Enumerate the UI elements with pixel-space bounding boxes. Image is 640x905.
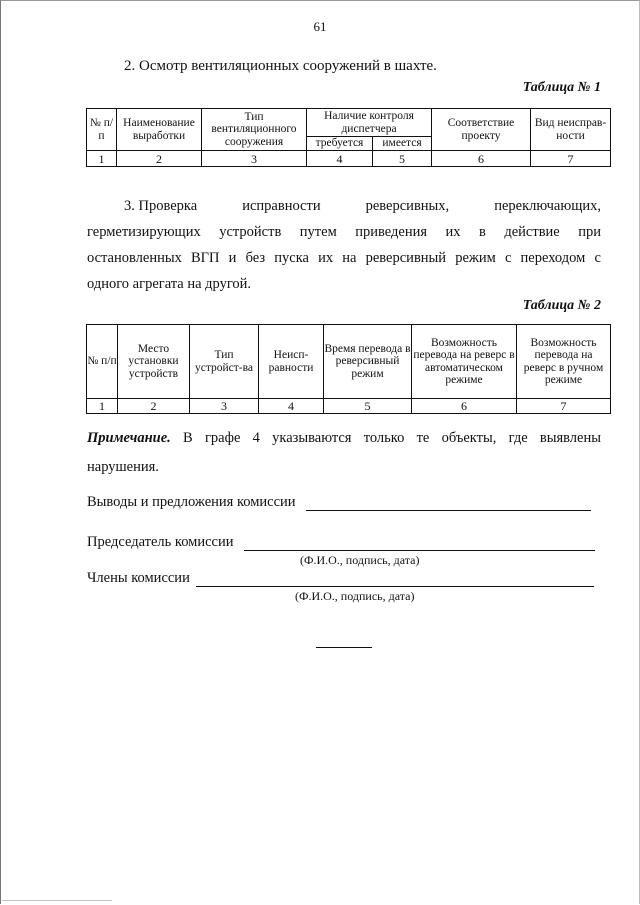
table-2 [86,324,611,414]
t1-header-name: Наименование выработки [117,109,202,151]
t1-colnum-1: 1 [87,151,117,167]
section-3-paragraph [87,193,601,297]
t1-header-conformity: Соответствие проекту [432,109,531,151]
t2-colnum-5: 5 [324,399,412,414]
t1-header-present: имеется [373,137,432,151]
t2-colnum-6: 6 [412,399,517,414]
section-3-line-4: одного агрегата на другой. [87,276,252,292]
t1-header-required: требуется [307,137,373,151]
t1-header-control: Наличие контроля диспетчера [307,109,432,137]
table-1-caption: Таблица № 1 [522,80,601,95]
t1-colnum-6: 6 [432,151,531,167]
note-line-1: Примечание. В графе 4 указываются только те объекты, где выявлены [87,425,601,451]
t2-colnum-2: 2 [118,399,190,414]
note-label: Примечание. [87,430,171,446]
t2-header-auto: Возможность перевода на реверс в автоматическом режиме [412,325,517,399]
t2-header-type: Тип устройст-ва [190,325,259,399]
page-number: 61 [313,19,327,34]
chairman-line [244,550,595,551]
t1-colnum-4: 4 [307,151,373,167]
t2-colnum-4: 4 [259,399,324,414]
t1-header-type: Тип вентиляционного сооружения [202,109,307,151]
t1-colnum-5: 5 [373,151,432,167]
scan-artifact [2,900,112,901]
t2-header-time: Время перевода в реверсивный режим [324,325,412,399]
conclusions-line [306,510,591,511]
chairman-label: Председатель комиссии [87,534,234,550]
signature-caption-1: (Ф.И.О., подпись, дата) [300,553,420,567]
members-line [196,586,594,587]
t2-header-faults: Неисп-равности [259,325,324,399]
t2-header-place: Место установки устройств [118,325,190,399]
section-3-line-3: остановленных ВГП и без пуска их на реверсивный режим с переходом с [87,250,601,266]
t1-colnum-2: 2 [117,151,202,167]
t2-colnum-1: 1 [87,399,118,414]
t2-colnum-7: 7 [517,399,611,414]
t1-header-defect: Вид неисправ-ности [531,109,611,151]
members-label: Члены комиссии [87,570,190,586]
signature-caption-2: (Ф.И.О., подпись, дата) [295,589,415,603]
note-paragraph [87,425,601,480]
section-2-title: 2. Осмотр вентиляционных сооружений в шахте. [124,58,437,74]
t1-colnum-3: 3 [202,151,307,167]
table-2-caption: Таблица № 2 [522,298,601,313]
t2-colnum-3: 3 [190,399,259,414]
t1-header-num: № п/п [87,109,117,151]
section-3-line-1: 3. Проверка исправности реверсивных, переключающих, [124,198,601,214]
table-1 [86,108,611,167]
conclusions-label: Выводы и предложения комиссии [87,494,296,510]
note-line-2: нарушения. [87,459,159,475]
section-3-line-2: герметизирующих устройств путем приведения их в действие при [87,224,601,240]
end-rule [316,647,372,648]
t2-header-num: № п/п [87,325,118,399]
t2-header-manual: Возможность перевода на реверс в ручном режиме [517,325,611,399]
t1-colnum-7: 7 [531,151,611,167]
